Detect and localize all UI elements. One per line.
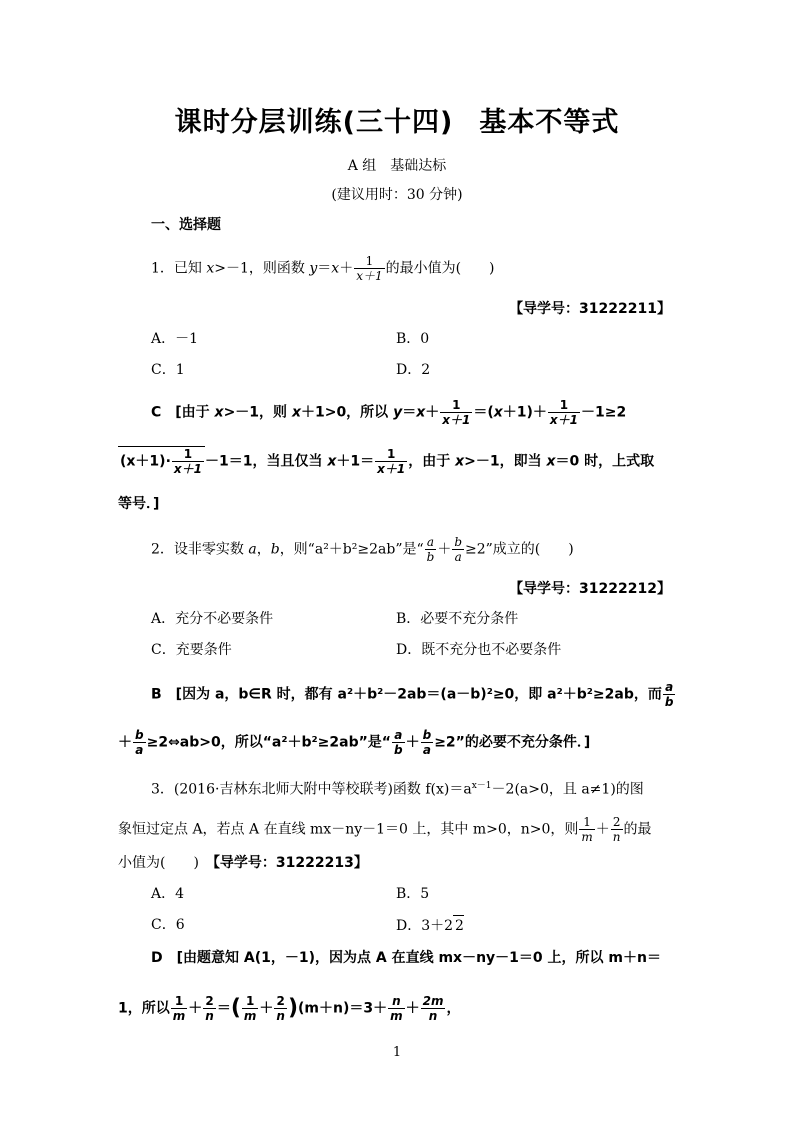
q2-option-a: A．充分不必要条件 <box>151 611 274 627</box>
q3-option-a: A．4 <box>151 886 185 902</box>
sqrt-expression: 2 <box>453 915 464 936</box>
q3-option-c: C．6 <box>151 917 185 933</box>
time-hint: (建议用时：30 分钟) <box>331 187 463 203</box>
fraction: $\frac{1}{m}$ <box>581 815 593 844</box>
sqrt-expression: (x＋1)· $\frac{1}{x+1}$ <box>118 446 205 476</box>
q1-option-b: B．0 <box>396 331 430 347</box>
q1-option-c: C．1 <box>151 362 185 378</box>
q3-stem-line1: 3．(2016·吉林东北师大附中等校联考)函数 $f(x)=a^{x-1}-2(a>0$，且 a≠1)的图 <box>151 781 644 798</box>
fraction: $\frac{b}{a}$ <box>422 728 432 757</box>
fraction: $\frac{2}{n}$ <box>612 815 621 844</box>
q3-answer-line1: D [由题意知 A(1，－1)，因为点 A 在直线 mx－ny－1＝0 上，所以 m＋n＝ <box>151 950 661 966</box>
fraction: $\frac{1}{x+1}$ <box>377 447 406 476</box>
q1-option-a: A．－1 <box>151 331 199 347</box>
section-heading: 一、选择题 <box>151 217 221 233</box>
q1-stem: 1．已知 x>－1，则函数 y＝x＋ $\frac{1}{x+1}$ 的最小值为( ) <box>151 254 495 283</box>
fraction: $\frac{a}{b}$ <box>394 728 403 757</box>
q3-option-d: D．3＋2 2 <box>396 915 464 936</box>
q1-answer-line2: (x＋1)· $\frac{1}{x+1}$ －1＝1，当且仅当 x＋1＝ $\frac{1}{x+1}$ ，由于 x>－1，即当 x＝0 时，上式取 <box>120 447 655 476</box>
q2-option-d: D．既不充分也不必要条件 <box>396 642 562 658</box>
q1-answer-line1: C [由于 x>－1，则 x＋1>0，所以 y＝x＋ $\frac{1}{x+1}$ ＝(x＋1)＋ $\frac{1}{x+1}$ －1≥2 <box>151 398 627 427</box>
fraction: $\frac{b}{a}$ <box>454 535 463 564</box>
fraction: $\frac{b}{a}$ <box>135 728 144 757</box>
page-number: 1 <box>392 1045 402 1060</box>
fraction: $\frac{1}{x+1}$ <box>442 398 471 427</box>
fraction: $\frac{a}{b}$ <box>426 535 435 564</box>
fraction: $\frac{1}{m}$ <box>243 994 257 1023</box>
guide-number: 【导学号：31222211】 <box>509 301 671 317</box>
q2-stem: 2．设非零实数 a，b，则“a²＋b²≥2ab”是“ $\frac{a}{b}$ ＋ $\frac{b}{a}$ ≥2”成立的( ) <box>151 535 574 564</box>
fraction: $\frac{1}{x+1}$ <box>173 447 202 476</box>
q2-answer-line1: B [因为 a，b∈R 时，都有 a²＋b²－2ab＝(a－b)²≥0，即 a²＋b²≥2ab，而 $\frac{a}{b}$ <box>151 680 674 709</box>
fraction: $\frac{2m}{n}$ <box>422 994 444 1023</box>
fraction: $\frac{n}{m}$ <box>390 994 403 1023</box>
q2-answer-line2: ＋ $\frac{b}{a}$ ≥2⇔ab>0，所以“a²＋b²≥2ab”是“ $\frac{a}{b}$ ＋ $\frac{b}{a}$ ≥2”的必要不充分条件．] <box>118 728 591 757</box>
q3-stem-line2: 象恒过定点 A，若点 A 在直线 mx－ny－1＝0 上，其中 m>0，n>0，则 $\frac{1}{m}$ ＋ $\frac{2}{n}$ 的最 <box>118 815 652 844</box>
fraction: $\frac{2}{n}$ <box>276 994 285 1023</box>
q3-answer-line2: 1，所以 $\frac{1}{m}$ ＋ $\frac{2}{n}$ ＝( $\frac{1}{m}$ ＋ $\frac{2}{n}$ )(m＋n)＝3＋ $\frac{n}{m}$ ＋ $\frac{2m}{n}$ ， <box>118 994 461 1023</box>
title-part1: 课时分层训练(三十四) <box>174 107 454 138</box>
group-label: A 组 基础达标 <box>347 158 447 174</box>
fraction: $\frac{2}{n}$ <box>205 994 214 1023</box>
fraction: $\frac{1}{x+1}$ <box>549 398 578 427</box>
fraction: $\frac{a}{b}$ <box>664 680 674 709</box>
fraction: $\frac{1}{m}$ <box>172 994 186 1023</box>
q3-option-b: B．5 <box>396 886 430 902</box>
q3-stem-line3: 小值为( ) 【导学号：31222213】 <box>118 855 368 871</box>
page-title <box>0 100 794 139</box>
q1-answer-line3: 等号．] <box>118 496 160 512</box>
fraction: $\frac{1}{x+1}$ <box>356 254 383 283</box>
q2-option-c: C．充要条件 <box>151 642 232 658</box>
q2-option-b: B．必要不充分条件 <box>396 611 519 627</box>
q1-option-d: D．2 <box>396 362 431 378</box>
title-part2: 基本不等式 <box>479 107 620 138</box>
guide-number: 【导学号：31222212】 <box>509 581 671 597</box>
